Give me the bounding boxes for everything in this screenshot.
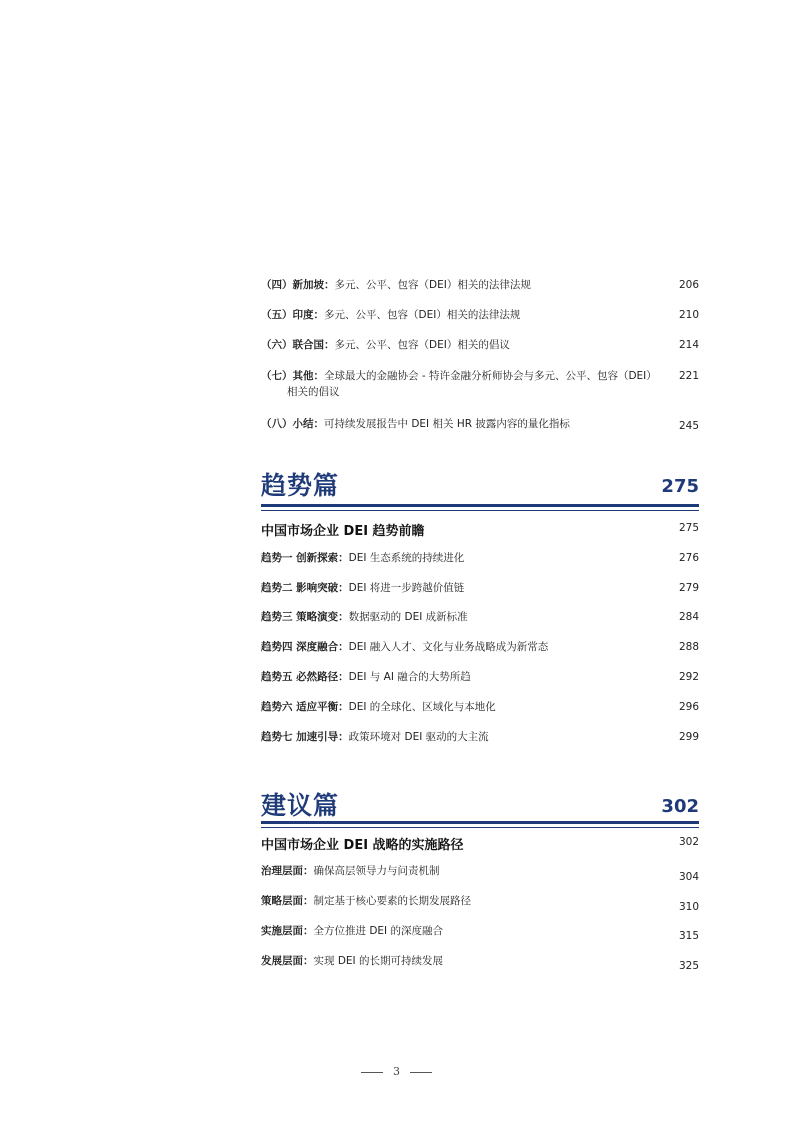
toc-entry-text: DEI 与 AI 融合的大势所趋 xyxy=(348,671,471,683)
toc-entry-page: 310 xyxy=(678,901,699,913)
section-rule xyxy=(261,827,699,828)
toc-entry-page: 292 xyxy=(678,671,699,683)
toc-entry-text: 政策环境对 DEI 驱动的大主流 xyxy=(348,731,489,743)
toc-entry-text-continued: 相关的倡议 xyxy=(287,386,340,398)
toc-entry[interactable] xyxy=(261,580,699,596)
section-header-recommendations xyxy=(261,786,699,834)
toc-entry-page: 284 xyxy=(678,611,699,623)
chapter-title: 中国市场企业 DEI 趋势前瞻 xyxy=(261,524,425,539)
toc-entry-page: 221 xyxy=(678,370,699,382)
toc-entry[interactable] xyxy=(261,307,699,323)
page-footer xyxy=(0,1065,793,1078)
footer-dash xyxy=(410,1072,432,1073)
toc-entry-text: 多元、公平、包容（DEI）相关的法律法规 xyxy=(324,309,521,321)
toc-entry-text: 多元、公平、包容（DEI）相关的倡议 xyxy=(334,339,510,351)
section-rule xyxy=(261,510,699,511)
toc-entry-label: （四）新加坡： xyxy=(261,279,335,291)
toc-entry-page: 304 xyxy=(678,871,699,883)
toc-entry-text: DEI 将进一步跨越价值链 xyxy=(348,582,465,594)
chapter-heading[interactable] xyxy=(261,520,699,539)
toc-entry-page: 315 xyxy=(678,930,699,942)
section-page-number: 275 xyxy=(661,476,699,497)
toc-entry[interactable] xyxy=(261,923,699,942)
section-header-trends xyxy=(261,466,699,514)
toc-entry[interactable] xyxy=(261,729,699,745)
section-rule xyxy=(261,504,699,507)
toc-entry-page: 206 xyxy=(678,279,699,291)
toc-entry[interactable] xyxy=(261,639,699,655)
toc-entry-page: 299 xyxy=(678,731,699,743)
section-title: 建议篇 xyxy=(261,791,340,820)
toc-entry[interactable] xyxy=(261,337,699,353)
toc-entry-page: 279 xyxy=(678,582,699,594)
toc-entry-label: 趋势六 适应平衡： xyxy=(261,701,349,713)
toc-entry-label: （六）联合国： xyxy=(261,339,335,351)
toc-entry-text: 实现 DEI 的长期可持续发展 xyxy=(313,955,443,967)
toc-entry-text: DEI 的全球化、区域化与本地化 xyxy=(348,701,496,713)
toc-entry-label: （八）小结： xyxy=(261,418,324,430)
toc-entry[interactable] xyxy=(261,863,699,883)
toc-entry-text: 全球最大的金融协会 - 特许金融分析师协会与多元、公平、包容（DEI） xyxy=(324,370,657,382)
toc-entry-label: 趋势三 策略演变： xyxy=(261,611,349,623)
toc-entry[interactable] xyxy=(261,277,699,293)
toc-entry[interactable] xyxy=(261,669,699,685)
toc-entry-label: 策略层面： xyxy=(261,895,314,907)
toc-entry-label: 趋势二 影响突破： xyxy=(261,582,349,594)
toc-entry[interactable] xyxy=(261,953,699,972)
toc-entry-label: （七）其他： xyxy=(261,370,324,382)
toc-entry-text: 多元、公平、包容（DEI）相关的法律法规 xyxy=(334,279,531,291)
toc-entry-label: 治理层面： xyxy=(261,865,314,877)
chapter-page: 302 xyxy=(678,836,699,848)
toc-entry-label: 趋势五 必然路径： xyxy=(261,671,349,683)
toc-entry[interactable] xyxy=(261,368,699,400)
toc-entry[interactable] xyxy=(261,893,699,913)
toc-entry-text: 可持续发展报告中 DEI 相关 HR 披露内容的量化指标 xyxy=(324,418,570,430)
toc-entry-label: 趋势七 加速引导： xyxy=(261,731,349,743)
toc-entry[interactable] xyxy=(261,550,699,566)
chapter-page: 275 xyxy=(678,522,699,534)
toc-entry[interactable] xyxy=(261,609,699,625)
toc-entry-page: 288 xyxy=(678,641,699,653)
section-title: 趋势篇 xyxy=(261,471,340,500)
toc-entry-page: 210 xyxy=(678,309,699,321)
toc-entry-page: 245 xyxy=(678,420,699,432)
toc-entry-label: （五）印度： xyxy=(261,309,324,321)
toc-entry-text: 全方位推进 DEI 的深度融合 xyxy=(313,925,443,937)
page-number: 3 xyxy=(393,1065,400,1078)
toc-entry-label: 趋势四 深度融合： xyxy=(261,641,349,653)
toc-entry-text: DEI 生态系统的持续进化 xyxy=(348,552,465,564)
section-page-number: 302 xyxy=(661,796,699,817)
toc-entry-text: 制定基于核心要素的长期发展路径 xyxy=(313,895,471,907)
footer-dash xyxy=(361,1072,383,1073)
toc-entry-label: 趋势一 创新探索： xyxy=(261,552,349,564)
toc-entry-page: 325 xyxy=(678,960,699,972)
toc-entry-text: 数据驱动的 DEI 成新标准 xyxy=(348,611,468,623)
toc-entry-page: 214 xyxy=(678,339,699,351)
toc-entry-text: DEI 融入人才、文化与业务战略成为新常态 xyxy=(348,641,549,653)
section-rule xyxy=(261,821,699,824)
toc-entry-label: 实施层面： xyxy=(261,925,314,937)
toc-entry[interactable] xyxy=(261,699,699,715)
toc-entry[interactable] xyxy=(261,416,699,432)
chapter-title: 中国市场企业 DEI 战略的实施路径 xyxy=(261,838,464,853)
toc-entry-label: 发展层面： xyxy=(261,955,314,967)
toc-entry-page: 296 xyxy=(678,701,699,713)
chapter-heading[interactable] xyxy=(261,834,699,853)
toc-entry-page: 276 xyxy=(678,552,699,564)
toc-entry-text: 确保高层领导力与问责机制 xyxy=(313,865,440,877)
